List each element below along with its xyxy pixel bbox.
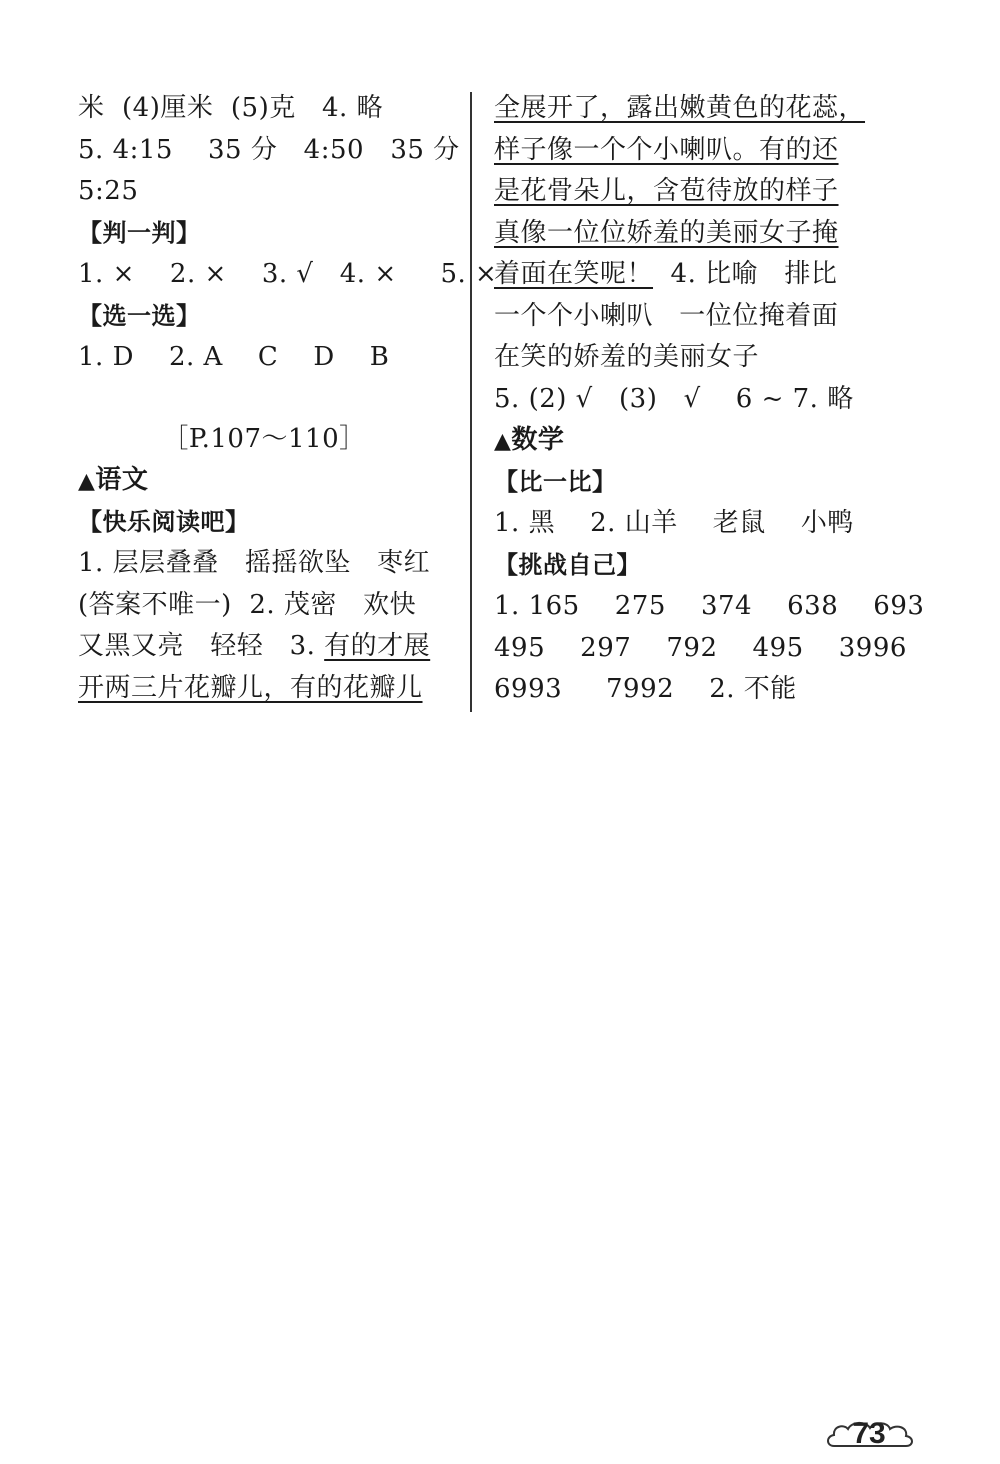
answer-line (494, 88, 874, 130)
page-range-label: ［P.107～110］ (162, 423, 366, 454)
answer-line: 1. × 2. × 3. √ 4. × 5. × (78, 259, 498, 289)
answer-line: 5:25 (78, 176, 139, 206)
triangle-icon: ▲ (78, 469, 96, 494)
triangle-icon: ▲ (494, 429, 512, 454)
answer-line: 又黑又亮 轻轻 3. 有的才展 (78, 631, 431, 661)
answer-line: 495 297 792 495 3996 (494, 632, 907, 663)
section-heading-compare: 【比一比】 (494, 467, 617, 496)
underlined-text: 是花骨朵儿，含苞待放的样子 (494, 176, 839, 206)
underlined-text: 着面在笑呢！ (494, 259, 654, 289)
answer-line (494, 171, 874, 213)
answer-line (494, 213, 874, 255)
answer-line: 在笑的娇羞的美丽女子 (494, 342, 760, 372)
answer-line: (答案不唯一) 2. 茂密 欢快 (78, 589, 417, 620)
answer-line: 着面在笑呢！ 4. 比喻 排比 (494, 259, 838, 289)
answer-line: 5. 4:15 35 分 4:50 35 分 (78, 134, 460, 165)
subject-heading-math: ▲数学 (494, 425, 565, 455)
answer-line: 1. D 2. A C D B (78, 342, 390, 372)
underlined-text: 真像一位位娇羞的美丽女子掩 (494, 217, 839, 248)
underlined-text: 开两三片花瓣儿，有的花瓣儿 (78, 672, 423, 703)
underlined-text: 样子像一个个小喇叭。 (494, 134, 760, 165)
section-heading-choose: 【选一选】 (78, 301, 201, 330)
answer-line: 1. 黑 2. 山羊 老鼠 小鸭 (494, 508, 854, 538)
underlined-text: 全展开了，露出嫩黄色的花蕊， (494, 93, 866, 123)
answer-line: 一个个小喇叭 一位位掩着面 (494, 300, 839, 331)
underlined-text: 有的才展 (324, 631, 431, 661)
underlined-text: 有的还 (759, 134, 839, 165)
answer-line: 6993 7992 2. 不能 (494, 674, 797, 704)
answer-line (494, 130, 874, 172)
left-column (78, 88, 498, 709)
answer-line: 米 (4)厘米 (5)克 4. 略 (78, 93, 384, 123)
section-heading-challenge: 【挑战自己】 (494, 550, 641, 579)
answer-line (78, 668, 450, 710)
subject-heading-chinese: ▲语文 (78, 465, 149, 495)
answer-line: 1. 165 275 374 638 693 (494, 591, 925, 621)
section-heading-reading: 【快乐阅读吧】 (78, 507, 250, 536)
answer-line: 1. 层层叠叠 摇摇欲坠 枣红 (78, 548, 431, 578)
column-divider (470, 92, 472, 712)
answer-line: 5. (2) √ (3) √ 6 ~ 7. 略 (494, 383, 854, 414)
right-column (494, 88, 925, 711)
section-heading-judge: 【判一判】 (78, 218, 201, 247)
page-number: 73 (852, 1417, 886, 1450)
